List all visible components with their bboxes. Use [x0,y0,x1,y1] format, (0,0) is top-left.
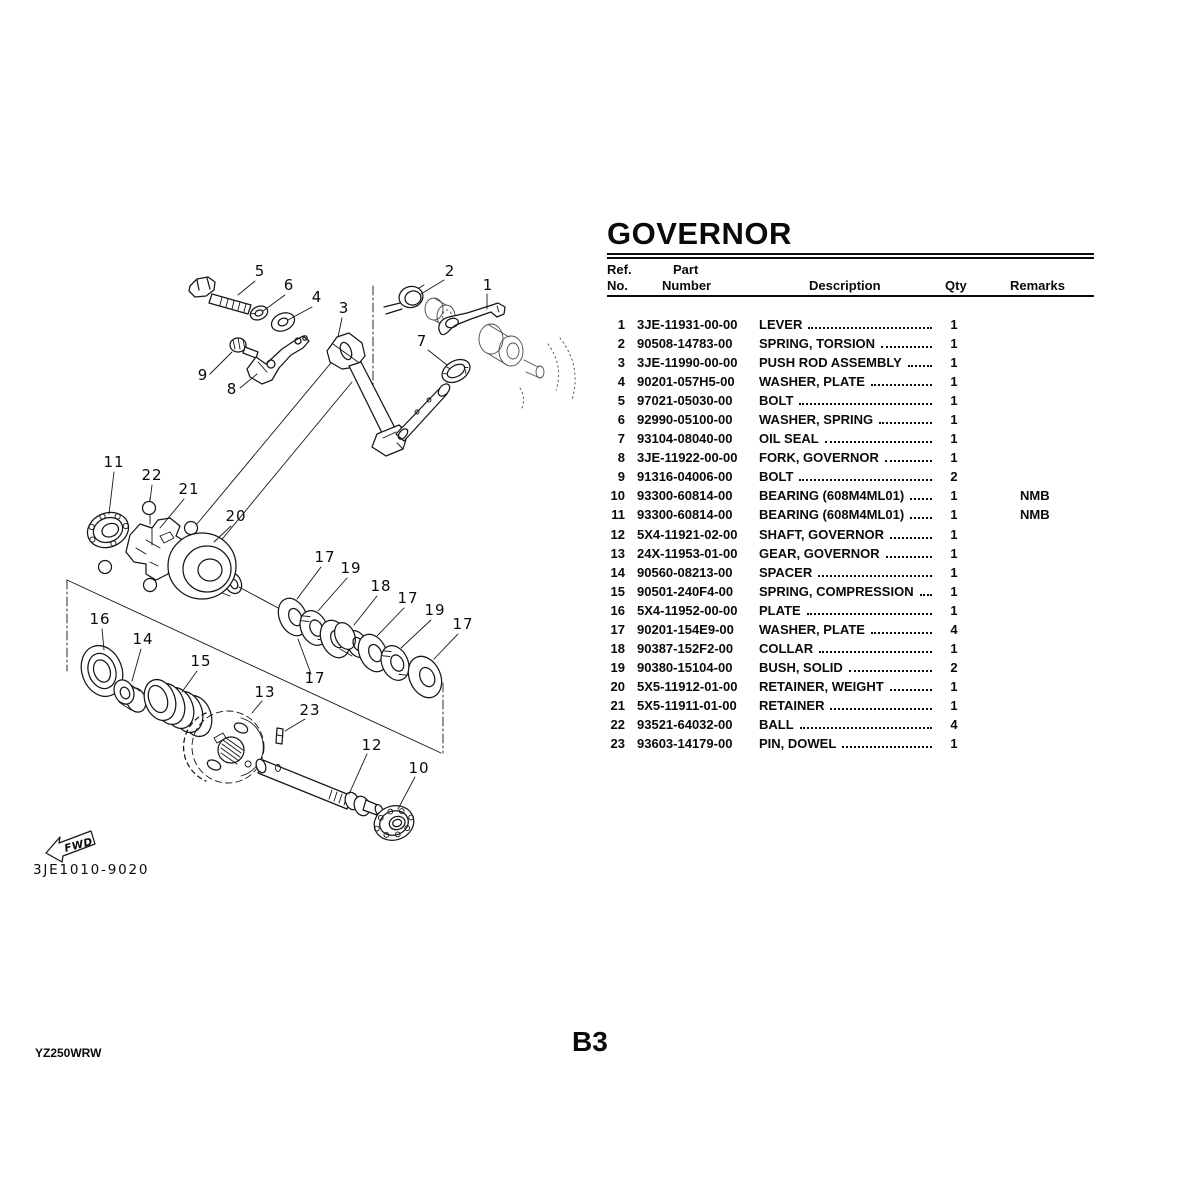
dot-leader [910,498,932,500]
dot-leader [881,346,932,348]
cell-ref-no: 9 [617,469,625,485]
cell-qty: 1 [950,583,958,599]
cell-qty: 1 [950,602,958,618]
table-row [607,469,1094,488]
dot-leader [871,632,932,634]
dot-leader [818,575,932,577]
callout-label-12: 12 [361,736,383,754]
callout-leader-line [150,485,152,501]
cell-remarks: NMB [1020,488,1050,504]
part-1-lever [439,303,505,335]
dot-leader [800,727,932,729]
callout-label-8: 8 [226,380,238,398]
cell-ref-no: 12 [610,526,625,542]
callout-leader-line [421,280,444,294]
table-row [607,660,1094,679]
part-17-washer-d [402,651,448,703]
cell-qty: 2 [950,659,958,675]
callout-label-21: 21 [178,480,200,498]
cell-qty: 4 [950,621,958,637]
callout-label-16: 16 [89,610,111,628]
table-header [607,262,1094,293]
cell-ref-no: 22 [610,716,625,732]
cell-part-number: 93104-08040-00 [637,431,733,447]
cell-ref-no: 6 [617,412,625,428]
callout-label-14: 14 [132,630,154,648]
cell-qty: 1 [950,412,958,428]
callout-label-19: 19 [340,559,362,577]
callout-label-11: 11 [103,453,125,471]
table-row [607,488,1094,507]
cell-ref-no: 8 [617,450,625,466]
callout-leader-line [210,352,232,374]
table-row [607,679,1094,698]
cell-description [759,698,935,713]
parts-table [607,218,1094,755]
dot-leader [808,327,932,329]
cell-description [759,469,935,484]
dot-leader [849,670,932,672]
dot-leader [908,365,932,367]
cell-part-number: 3JE-11931-00-00 [637,317,738,332]
part-7-oil-seal [438,355,474,387]
table-row [607,698,1094,717]
table-row [607,450,1094,469]
dot-leader [819,651,932,653]
cell-description [759,527,935,542]
cell-description [759,507,935,522]
callout-label-4: 4 [311,288,323,306]
cell-part-number: 90560-08213-00 [637,564,733,580]
callout-leader-line [132,649,141,681]
cell-ref-no: 18 [610,640,625,656]
cell-description [759,736,935,751]
description-text: LEVER [759,317,803,332]
callout-label-6: 6 [283,276,295,294]
table-rows [607,317,1094,755]
cell-qty: 1 [950,393,958,409]
cell-part-number: 90501-240F4-00 [637,583,734,599]
cell-part-number: 3JE-11990-00-00 [637,355,738,371]
cell-part-number: 90508-14783-00 [637,336,733,352]
dot-leader [920,594,932,596]
cell-ref-no: 20 [610,678,625,694]
cell-description [759,412,935,427]
cell-description [759,431,935,446]
cell-description [759,603,935,618]
description-text: SPRING, COMPRESSION [759,583,914,599]
description-text: SHAFT, GOVERNOR [759,526,884,542]
table-row [607,431,1094,450]
description-text: WASHER, PLATE [759,621,865,637]
cell-qty: 1 [950,431,958,447]
dot-leader [799,479,932,481]
cell-ref-no: 11 [611,507,625,523]
cell-description [759,488,935,503]
part-5-bolt [189,277,251,314]
cell-description [759,584,935,599]
cell-ref-no: 19 [610,659,625,675]
cell-qty: 2 [950,469,958,485]
header-ref-line1: Ref. [607,262,632,277]
page-title: GOVERNOR [607,216,792,251]
cell-description [759,374,935,389]
page-number: B3 [572,1026,608,1057]
callout-label-22: 22 [141,466,163,484]
description-text: BOLT [759,469,794,485]
description-text: PUSH ROD ASSEMBLY [759,355,902,371]
dot-leader [842,746,932,748]
callout-label-18: 18 [370,577,392,595]
dot-leader [825,441,932,443]
callout-leader-line [318,578,347,611]
callout-leader-line [182,671,197,692]
cell-description [759,546,935,561]
part-8-governor-fork [247,336,309,384]
header-part-line2: Number [662,278,712,293]
description-text: RETAINER [759,697,825,713]
header-description: Description [809,278,881,293]
table-row [607,355,1094,374]
exploded-diagram [0,200,600,900]
part-11-bearing [82,506,134,553]
table-row [607,603,1094,622]
callout-label-2: 2 [444,262,456,280]
dot-leader [807,613,932,615]
cell-qty: 4 [950,716,958,732]
callout-label-3: 3 [338,299,350,317]
callout-leader-line [109,472,114,514]
cell-part-number: 91316-04006-00 [637,469,733,485]
cell-qty: 1 [950,450,958,466]
part-3-push-rod-assembly [327,333,452,456]
table-row [607,527,1094,546]
part-23-dowel-pin [276,728,283,744]
callout-leader-line [285,719,305,731]
cell-qty: 1 [950,336,958,352]
table-row [607,336,1094,355]
part-15-compression-spring [139,675,218,741]
cell-description [759,336,935,351]
cell-part-number: 5X4-11952-00-00 [637,602,738,618]
part-20-weight-retainer [168,533,293,616]
cell-part-number: 5X5-11911-01-00 [637,697,737,713]
callout-label-23: 23 [299,701,321,719]
callout-leader-line [297,567,321,599]
cell-ref-no: 2 [617,336,625,352]
cell-qty: 1 [950,697,958,713]
cell-ref-no: 4 [617,374,625,390]
table-row [607,412,1094,431]
cell-description [759,450,935,465]
cell-ref-no: 14 [610,564,625,580]
callout-leader-line [428,350,447,365]
callout-leader-line [288,307,312,320]
cell-description [759,317,935,332]
callout-label-17: 17 [397,589,419,607]
cell-description [759,679,935,694]
cell-qty: 1 [950,736,958,752]
cell-part-number: 90380-15104-00 [637,659,733,675]
callout-label-13: 13 [254,683,276,701]
callout-leader-line [240,374,257,388]
callout-leader-line [238,281,255,295]
table-row [607,717,1094,736]
cell-qty: 1 [950,507,958,523]
callout-leader-line [398,777,415,809]
table-row [607,622,1094,641]
description-text: BALL [759,716,794,732]
table-row [607,507,1094,526]
cell-qty: 1 [950,545,958,561]
callout-label-7: 7 [416,332,428,350]
callout-leader-line [401,620,431,648]
callout-leader-line [338,318,342,337]
cell-part-number: 90387-152F2-00 [637,640,734,656]
table-row [607,393,1094,412]
cell-ref-no: 23 [610,736,625,752]
cell-description [759,622,935,637]
cell-ref-no: 21 [610,697,625,713]
table-row [607,641,1094,660]
dot-leader [879,422,932,424]
cell-qty: 1 [950,355,958,371]
cell-ref-no: 3 [617,355,625,371]
description-text: WASHER, SPRING [759,412,874,428]
description-text: BEARING (608M4ML01) [759,507,905,523]
cell-part-number: 97021-05030-00 [637,393,733,409]
description-text: PIN, DOWEL [759,736,837,752]
header-ref-line2: No. [607,278,628,293]
cell-part-number: 24X-11953-01-00 [637,545,738,561]
cell-remarks: NMB [1020,507,1050,523]
callout-leader-line [349,754,367,794]
description-text: RETAINER, WEIGHT [759,678,884,694]
callout-leader-line [377,608,404,636]
cell-qty: 1 [950,564,958,580]
description-text: FORK, GOVERNOR [759,450,879,466]
description-text: BEARING (608M4ML01) [759,488,905,504]
cell-part-number: 93521-64032-00 [637,716,733,732]
description-text: PLATE [759,602,801,618]
cell-ref-no: 5 [617,393,625,409]
dot-leader [871,384,932,386]
part-6-spring-washer [248,303,270,322]
table-row [607,584,1094,603]
callout-label-9: 9 [197,366,209,384]
callout-label-17: 17 [314,548,336,566]
dot-leader [799,403,932,405]
title-rule [607,253,1094,259]
cell-ref-no: 15 [610,583,625,599]
cell-description [759,717,935,732]
part-12-governor-shaft [254,758,384,818]
cell-description [759,355,935,370]
dot-leader [910,517,932,519]
dot-leader [890,689,932,691]
cell-description [759,641,935,656]
description-text: SPACER [759,564,813,580]
cell-part-number: 90201-057H5-00 [637,374,735,390]
cell-part-number: 5X4-11921-02-00 [637,526,738,542]
description-text: GEAR, GOVERNOR [759,545,880,561]
callout-label-5: 5 [254,262,266,280]
table-row [607,546,1094,565]
cell-qty: 1 [950,317,958,332]
table-row [607,565,1094,584]
header-remarks: Remarks [1010,278,1065,293]
callout-label-1: 1 [482,276,494,294]
cell-ref-no: 7 [617,431,625,447]
header-qty: Qty [945,278,967,293]
cell-part-number: 93300-60814-00 [637,488,733,504]
cell-description [759,660,935,675]
description-text: SPRING, TORSION [759,336,876,352]
header-rule [607,295,1094,297]
callout-label-20: 20 [225,507,247,525]
cell-ref-no: 1 [617,317,625,332]
cell-part-number: 3JE-11922-00-00 [637,450,738,466]
header-part-line1: Part [673,262,699,277]
dot-leader [886,556,932,558]
dot-leader [885,460,932,462]
cell-part-number: 93300-60814-00 [637,507,733,523]
part-2-torsion-spring [384,284,425,314]
cell-part-number: 92990-05100-00 [637,412,733,428]
cell-ref-no: 13 [610,545,625,561]
cell-qty: 1 [950,526,958,542]
diagram-code: 3JE1010-9020 [33,862,150,878]
cell-qty: 1 [950,374,958,390]
cell-part-number: 93603-14179-00 [637,736,733,752]
callout-leader-line [263,295,285,311]
cell-description [759,565,935,580]
cell-part-number: 90201-154E9-00 [637,621,734,637]
dot-leader [830,708,932,710]
table-row [607,736,1094,755]
description-text: OIL SEAL [759,431,819,447]
cell-part-number: 5X5-11912-01-00 [637,678,738,694]
fwd-arrow [46,831,95,862]
part-4-plate-washer [269,309,298,334]
callout-label-17: 17 [452,615,474,633]
callout-label-15: 15 [190,652,212,670]
callout-leader-line [354,596,377,625]
callout-leader-line [434,634,458,659]
description-text: BOLT [759,393,794,409]
callout-label-17: 17 [304,669,326,687]
description-text: WASHER, PLATE [759,374,865,390]
dot-leader [890,537,932,539]
cell-qty: 1 [950,488,958,504]
description-text: COLLAR [759,640,814,656]
fwd-label: FWD [63,835,95,855]
callout-label-19: 19 [424,601,446,619]
cell-description [759,393,935,408]
model-code: YZ250WRW [35,1046,102,1060]
cell-ref-no: 17 [610,621,625,637]
table-row [607,374,1094,393]
part-9-bolt [230,338,258,358]
cell-qty: 1 [950,640,958,656]
cell-ref-no: 10 [610,488,625,504]
callout-leader-line [252,701,262,713]
cell-ref-no: 16 [610,602,625,618]
description-text: BUSH, SOLID [759,659,843,675]
cell-qty: 1 [950,678,958,694]
table-row [607,317,1094,336]
callout-label-10: 10 [408,759,430,777]
